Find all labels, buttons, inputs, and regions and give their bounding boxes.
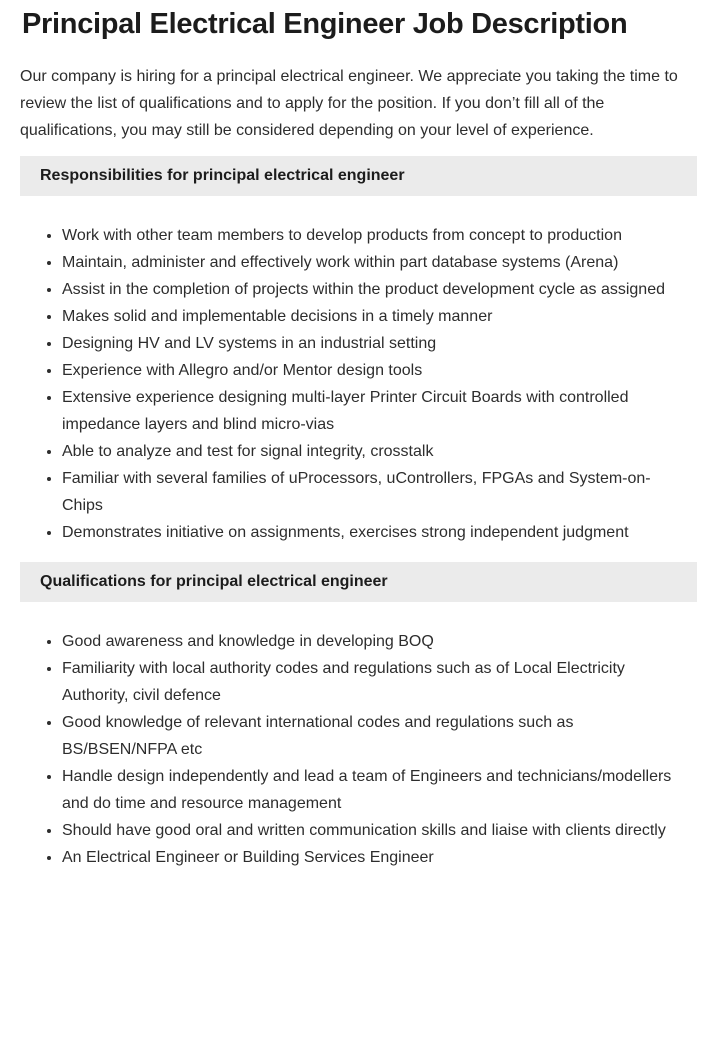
list-item: • Good knowledge of relevant international codes and regulations such as BS/BSEN/NFPA etc [62,709,680,763]
list-item: • Should have good oral and written communication skills and liaise with clients directly [62,817,680,844]
list-item: • Designing HV and LV systems in an industrial setting [62,330,680,357]
list-item: • Demonstrates initiative on assignments, exercises strong independent judgment [62,519,680,546]
list-item: • Maintain, administer and effectively work within part database systems (Arena) [62,249,680,276]
qualifications-heading: Qualifications for principal electrical engineer [20,562,697,602]
qualifications-list [20,628,697,871]
list-item: • Makes solid and implementable decisions in a timely manner [62,303,680,330]
list-item: • Extensive experience designing multi-layer Printer Circuit Boards with controlled impedance layers and blind micro-vias [62,384,680,438]
list-item: • Able to analyze and test for signal integrity, crosstalk [62,438,680,465]
responsibilities-list [20,222,697,546]
list-item: • Familiarity with local authority codes and regulations such as of Local Electricity Authority, civil defence [62,655,680,709]
intro-paragraph: Our company is hiring for a principal electrical engineer. We appreciate you taking the time to review the list of qualifications and to apply for the position. If you don’t fill all of the qualifications, you may still be considered depending on your level of experience. [20,68,678,139]
responsibilities-heading: Responsibilities for principal electrical engineer [20,156,697,196]
qualifications-section [20,562,697,871]
list-item: • Good awareness and knowledge in developing BOQ [62,628,680,655]
list-item: • Experience with Allegro and/or Mentor design tools [62,357,680,384]
list-item: • Work with other team members to develop products from concept to production [62,222,680,249]
list-item: • Handle design independently and lead a team of Engineers and technicians/modellers and do time and resource management [62,763,680,817]
responsibilities-section [20,156,697,546]
list-item: • Assist in the completion of projects within the product development cycle as assigned [62,276,680,303]
page-title: Principal Electrical Engineer Job Description [22,8,628,40]
list-item: • Familiar with several families of uProcessors, uControllers, FPGAs and System-on-Chips [62,465,680,519]
list-item: • An Electrical Engineer or Building Services Engineer [62,844,680,871]
